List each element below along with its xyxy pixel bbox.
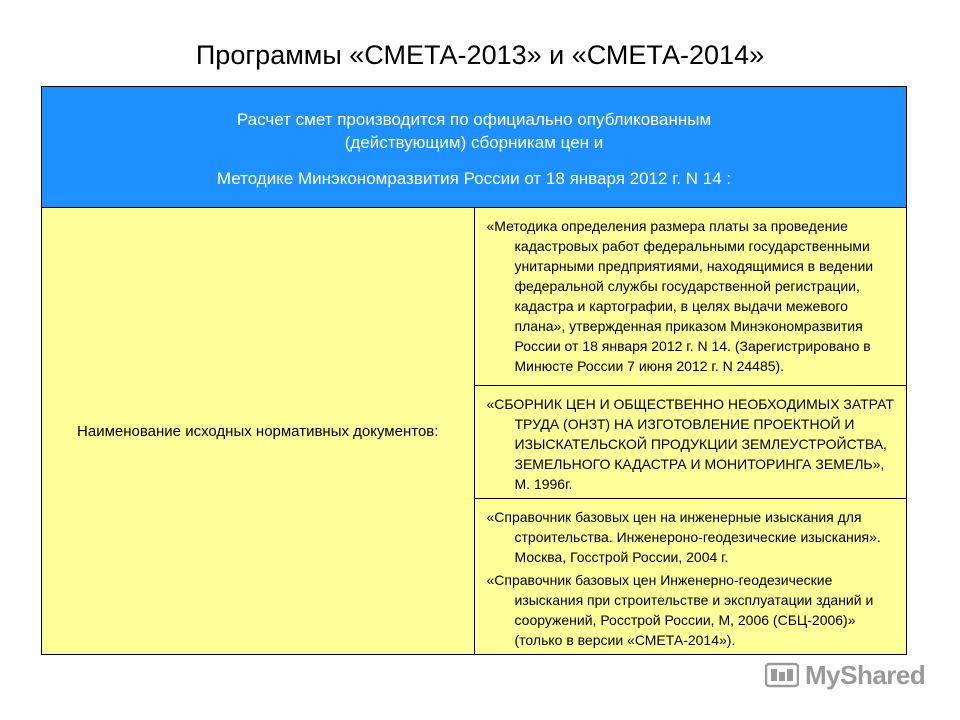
document-2-text: «СБОРНИК ЦЕН И ОБЩЕСТВЕННО НЕОБХОДИМЫХ ЗАТРАТ ТРУДА (ОНЗТ) НА ИЗГОТОВЛЕНИЕ ПРОЕКТНОЙ И ИЗЫСКАТЕЛЬСКОЙ ПРОДУКЦИИ ЗЕМЛЕУСТРОЙСТВА, ЗЕМЕЛЬНОГО КАДАСТРА И МОНИТОРИНГА ЗЕМЕЛЬ», М. 1996г. xyxy=(486,396,894,492)
watermark-logo xyxy=(765,658,925,692)
documents-table xyxy=(41,86,907,655)
document-cell-3 xyxy=(474,499,907,655)
table-header-cell xyxy=(42,87,907,208)
mysharing-logo-icon xyxy=(765,660,799,690)
header-line-2: (действующим) сборникам цен и xyxy=(344,133,604,152)
label-text: Наименование исходных нормативных документов: xyxy=(77,422,439,440)
slide-title: Программы «СМЕТА-2013» и «СМЕТА-2014» xyxy=(195,40,765,70)
document-3a-text: «Справочник базовых цен на инженерные изыскания для строительства. Инженероно-геодезические изыскания». Москва, Госстрой России, 2004 г. xyxy=(486,509,881,565)
header-line-1: Расчет смет производится по официально опубликованным xyxy=(236,110,712,129)
label-cell xyxy=(42,208,475,655)
document-1-text: «Методика определения размера платы за проведение кадастровых работ федеральными государственными унитарными предприятиями, находящимися в ведении федеральной службы государственной регистрации, кадастра и картографии, в целях выдачи межевого плана», утвержденная приказом Минэкономразвития России от 18 января 2012 г. N 14. (Зарегистрировано в Минюсте России 7 июня 2012 г. N 24485). xyxy=(486,218,874,374)
document-cell-2 xyxy=(474,386,907,499)
logo-text: MyShared xyxy=(805,659,926,690)
header-line-3: Методике Минэкономразвития России от 18 января 2012 г. N 14 : xyxy=(216,169,732,188)
document-3b-text: «Справочник базовых цен Инженерно-геодезические изыскания при строительстве и эксплуатации зданий и сооружений, Росстрой России, М, 2006 (СБЦ-2006)» (только в версии «СМЕТА-2014»). xyxy=(486,572,874,648)
document-cell-1 xyxy=(474,208,907,386)
